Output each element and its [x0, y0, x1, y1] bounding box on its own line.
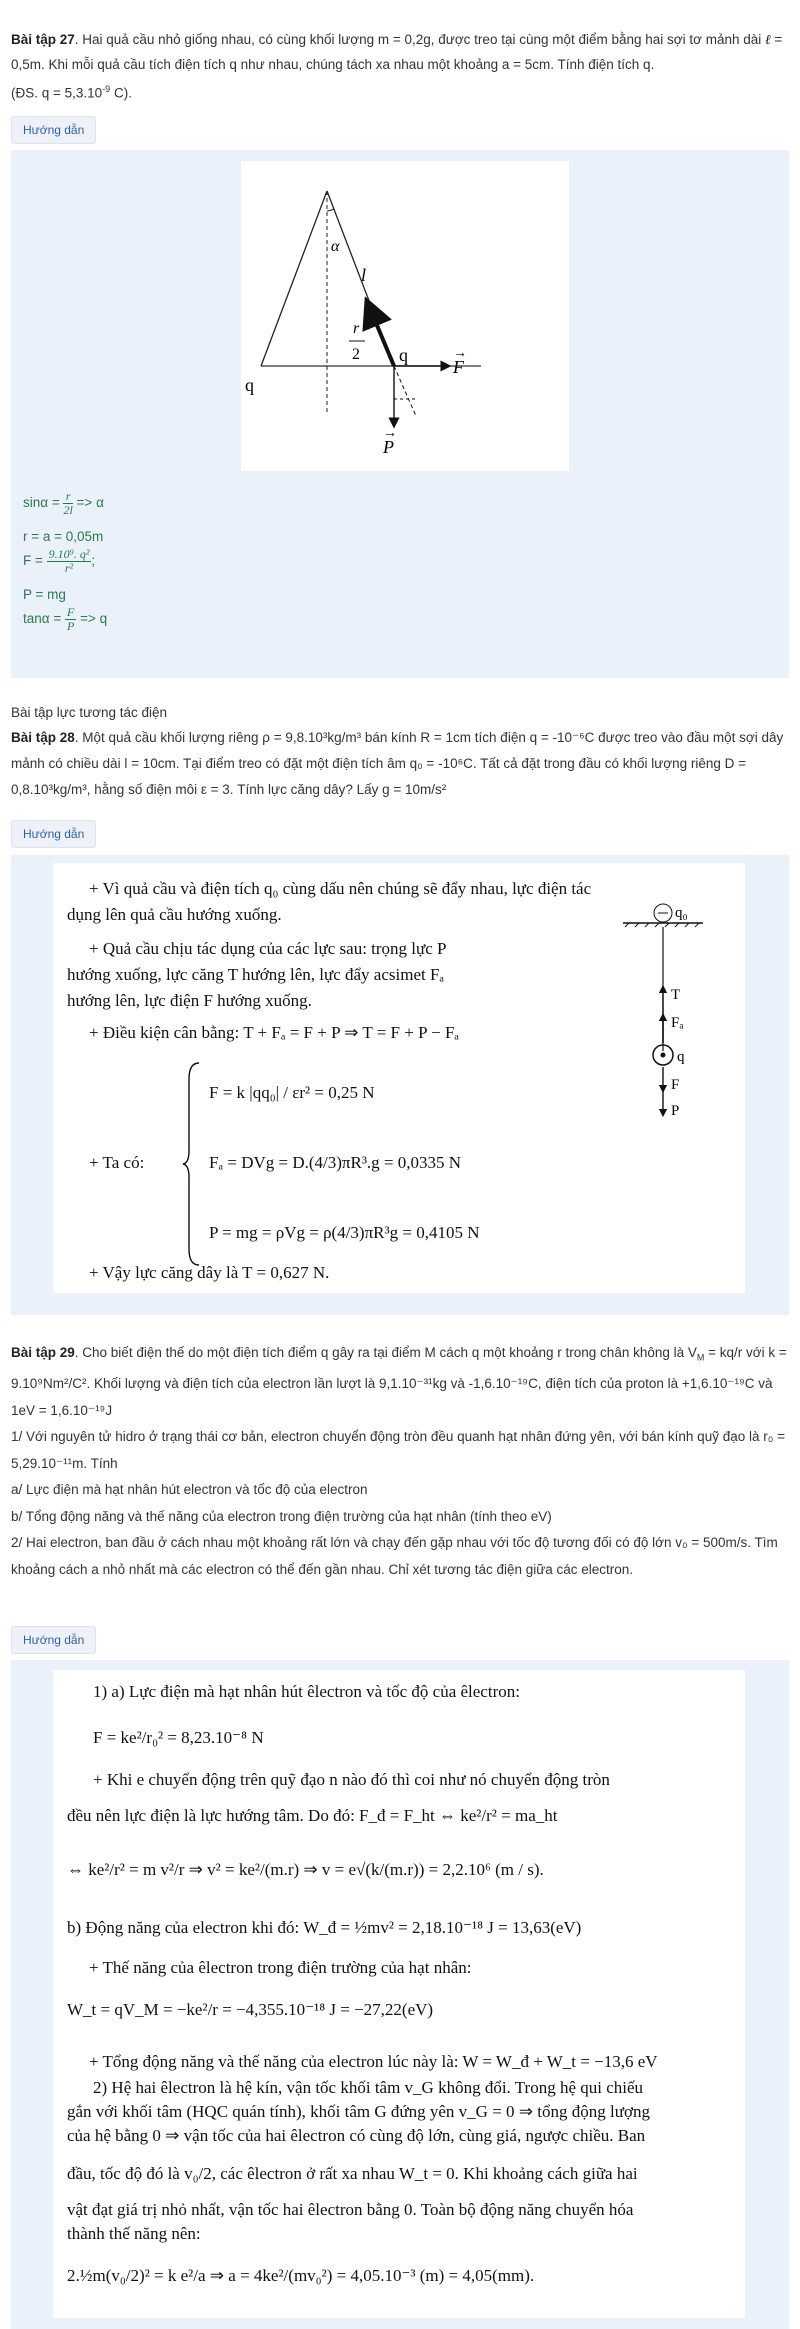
- b28-label: Bài tập 28: [11, 730, 75, 745]
- length-label: l: [361, 265, 367, 285]
- F-label: F: [671, 1077, 680, 1093]
- q-label: q: [677, 1049, 685, 1065]
- pendulum-diagram: [241, 161, 569, 471]
- q0-label: q₀: [675, 905, 688, 921]
- q-left-label: q: [245, 375, 254, 395]
- b29-solution-box: [11, 1660, 789, 2329]
- b27-label: Bài tập 27: [11, 32, 75, 47]
- b27-problem: Bài tập 27. Hai quả cầu nhỏ giống nhau, có cùng khối lượng m = 0,2g, được treo tại cùng một điểm bằng hai sợi tơ mảnh dài ℓ = 0,5m. Khi mỗi quả cầu tích điện tích q như nhau, chúng tách xa nhau một khoảng a = 5cm. Tính điện tích q. (ĐS. $q = 5,3.10^{-9}$ C).: [11, 32, 783, 101]
- FA-label: Fₐ: [671, 1015, 684, 1031]
- alpha-label: α: [331, 238, 340, 255]
- b27-solution-box: [11, 150, 789, 678]
- F-label: F: [453, 357, 464, 377]
- tension-arrow: [371, 311, 394, 366]
- q-right-label: q: [399, 345, 408, 365]
- b27-guide-button[interactable]: Hướng dẫn: [11, 116, 96, 144]
- b28-solution-box: [11, 855, 789, 1315]
- equation-brace: [181, 1059, 203, 1269]
- b29-solution-image: 1) a) Lực điện mà hạt nhân hút êlectron và tốc độ của êlectron: F = ke²/r₀² = 8,23.10⁻⁸ N + Khi e chuyển động trên quỹ đạo n nào đó thì coi như nó chuyển động tròn đều nên lực điện là lực hướng tâm. Do đó: F_đ = F_ht ⇔ ke²/r² = ma_ht ⇔ ke²/r² = m v²/r ⇒ v² = ke²/(m.r) ⇒ v = e√(k/(m.r)) = 2,2.10⁶ (m / s). b) Động năng của electron khi đó: W_đ = ½mv² = 2,18.10⁻¹⁸ J = 13,63(eV) + Thế năng của êlectron trong điện trường của hạt nhân: W_t = qV_M = −ke²/r = −4,355.10⁻¹⁸ J = −27,22(eV) + Tổng động năng và thế năng của electron lúc này là: W = W_đ + W_t = −13,6 eV 2) Hệ hai êlectron là hệ kín, vận tốc khối tâm v_G không đổi. Trong hệ qui chiếu gắn với khối tâm (HQC quán tính), khối tâm G đứng yên v_G = 0 ⇒ tổng động lượng của hệ bằng 0 ⇒ vận tốc của hai êlectron có cùng độ lớn, cùng giá, ngược chiều. Ban đầu, tốc độ đó là v₀/2, các êlectron ở rất xa nhau W_t = 0. Khi khoảng cách giữa hai vật đạt giá trị nhỏ nhất, vận tốc hai êlectron bằng 0. Toàn bộ động năng chuyển hóa thành thế năng nên: 2.½m(v₀/2)² = k e²/a ⇒ a = 4ke²/(mv₀²) = 4,05.10⁻³ (m) = 4,05(mm).: [53, 1670, 745, 2318]
- T-label: T: [671, 987, 681, 1003]
- b27-diagram: [241, 161, 569, 471]
- left-string: [261, 191, 327, 366]
- section-title: Bài tập lực tương tác điện: [11, 705, 168, 720]
- b28-guide-button[interactable]: Hướng dẫn: [11, 820, 96, 848]
- b28-problem: Bài tập 28. Một quả cầu khối lượng riêng ρ = 9,8.10³kg/m³ bán kính R = 1cm tích điện q = -10⁻⁶C được treo vào đầu một sợi dây mảnh có chiều dài l = 10cm. Tại điểm treo có đặt một điện tích âm q₀ = -10⁶C. Tất cả đặt trong đầu có khối lượng riêng D = 0,8.10³kg/m³, hằng số điện môi ε = 3. Tính lực căng dây? Lấy g = 10m/s²: [11, 730, 784, 797]
- b29-problem: Bài tập 29. Cho biết điện thế do một điện tích điểm q gây ra tại điểm M cách q một khoảng r trong chân không là $V_M = kq/r$ với k = 9.10⁹Nm²/C². Khối lượng và điện tích của electron lần lượt là 9,1.10⁻³¹kg và -1,6.10⁻¹⁹C, điện tích của proton là +1,6.10⁻¹⁹C và 1eV = 1,6.10⁻¹⁹J 1/ Với nguyên tử hidro ở trạng thái cơ bản, electron chuyển động tròn đều quanh hạt nhân đứng yên, với bán kính quỹ đạo là r₀ = 5,29.10⁻¹¹m. Tính a/ Lực điện mà hạt nhân hút electron và tốc độ của electron b/ Tổng động năng và thế năng của electron trong điện trường của hạt nhân (tính theo eV) 2/ Hai electron, ban đầu ở cách nhau một khoảng rất lớn và chạy đến gặp nhau với tốc độ tương đối có độ lớn v₀ = 500m/s. Tìm khoảng cách a nhỏ nhất mà các electron có thể đến gần nhau. Chỉ xét tương tác điện giữa các electron.: [11, 1345, 787, 1577]
- svg-text:→: →: [453, 346, 467, 361]
- b28-force-figure: [613, 893, 733, 1133]
- P-label: P: [383, 437, 394, 457]
- b27-sol-line2: r = a = 0,05m: [23, 529, 104, 544]
- svg-text:→: →: [383, 426, 397, 441]
- b28-solution-image: + Vì quả cầu và điện tích q₀ cùng dấu nên chúng sẽ đẩy nhau, lực điện tác dụng lên quả cầu hướng xuống. + Quả cầu chịu tác dụng của các lực sau: trọng lực P hướng xuống, lực căng T hướng lên, lực đẩy acsimet Fₐ hướng lên, lực điện F hướng xuống. + Điều kiện cân bằng: T + Fₐ = F + P ⇒ T = F + P − Fₐ + Ta có: F = k |qq₀| / εr² = 0,25 N Fₐ = DVg = D.(4/3)πR³.g = 0,0335 N P = mg = ρVg = ρ(4/3)πR³g = 0,4105 N + Vậy lực căng dây là T = 0,627 N. q₀ T Fₐ q F P: [53, 863, 745, 1293]
- r-label: r: [353, 320, 360, 337]
- b27-sol-line4: P = mg: [23, 587, 66, 602]
- b27-sol-line5: tanα = $\frac{F}{P}$ => q: [23, 605, 108, 633]
- b29-guide-button[interactable]: Hướng dẫn: [11, 1626, 96, 1654]
- svg-text:2: 2: [352, 346, 360, 363]
- b27-sol-line3: F = $\frac{\text{9.10⁹. q²}}{\text{r²}}$ ;: [23, 547, 96, 575]
- b27-sol-line1: sinα = $\frac{r}{2l}$ => α: [23, 489, 104, 517]
- P-label: P: [671, 1103, 680, 1119]
- b29-label: Bài tập 29: [11, 1345, 75, 1360]
